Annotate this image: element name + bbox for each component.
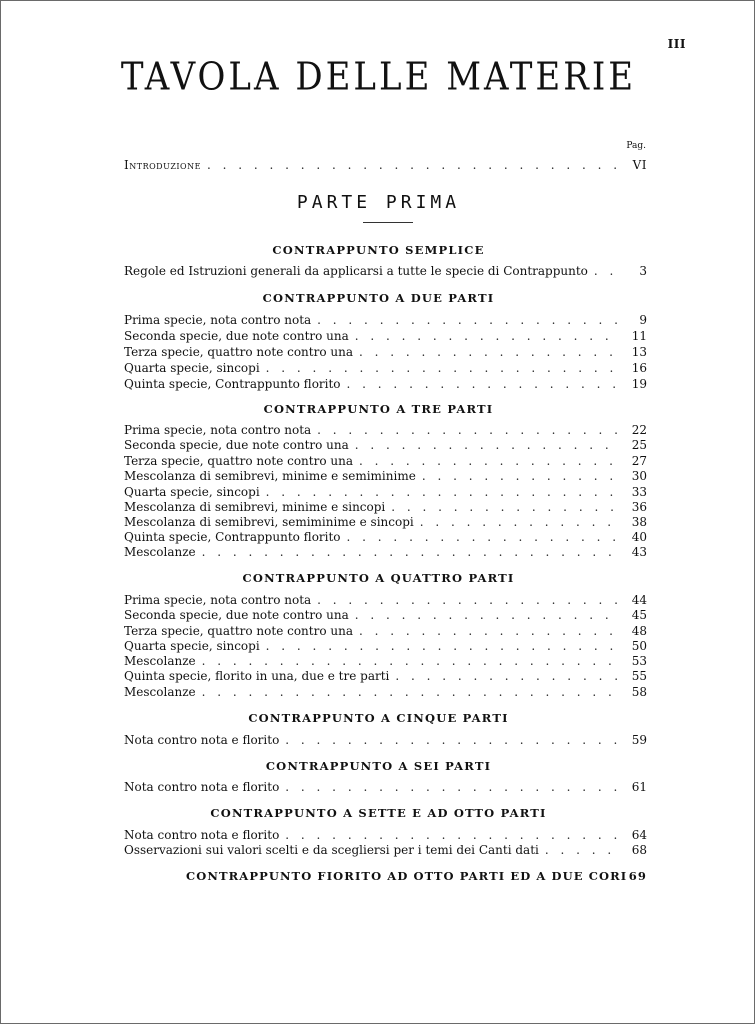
- toc-entry: [124, 544, 647, 560]
- toc-page-number: 19: [631, 377, 647, 391]
- toc-entry: [124, 684, 647, 700]
- section-heading: CONTRAPPUNTO A SEI PARTI: [265, 759, 492, 773]
- toc-page-number: 55: [631, 669, 647, 683]
- toc-entry: [124, 779, 647, 795]
- dot-leader: [202, 653, 619, 669]
- toc-entry-text: Quinta specie, florito in una, due e tre parti: [124, 669, 390, 683]
- toc-entry: [124, 732, 647, 748]
- toc-page-number: 44: [631, 593, 647, 607]
- toc-entry: [124, 422, 647, 438]
- toc-entry: [124, 668, 647, 684]
- toc-entry-text: Quarta specie, sincopi: [124, 639, 260, 653]
- toc-page-number: 27: [631, 454, 647, 468]
- toc-page-number: 16: [631, 361, 647, 375]
- toc-entry: [124, 344, 647, 360]
- toc-entry: [124, 514, 647, 530]
- toc-entry-text: Prima specie, nota contro nota: [124, 423, 312, 437]
- toc-page-number: 58: [631, 685, 647, 699]
- toc-entry: [124, 607, 647, 623]
- toc-entry-text: Seconda specie, due note contro una: [124, 608, 349, 622]
- toc-entry: [124, 653, 647, 669]
- page-title: TAVOLA DELLE MATERIE: [120, 54, 637, 100]
- toc-entry: [124, 453, 647, 469]
- dot-leader: [285, 732, 619, 748]
- section-heading: CONTRAPPUNTO A CINQUE PARTI: [248, 711, 509, 725]
- toc-page-number: 53: [631, 654, 647, 668]
- toc-page-number: 50: [631, 639, 647, 653]
- toc-entry-text: Mescolanza di semibrevi, minime e sincopi: [124, 500, 386, 514]
- toc-entry-text: Terza specie, quattro note contro una: [124, 624, 353, 638]
- dot-leader: [285, 779, 619, 795]
- toc-page-number: 48: [631, 624, 647, 638]
- dot-leader: [317, 312, 619, 328]
- toc-page-number: 59: [631, 733, 647, 747]
- dot-leader: [594, 263, 619, 279]
- toc-entry-text: Mescolanza di semibrevi, minime e semiminime: [124, 469, 416, 483]
- toc-page-number: 38: [631, 515, 647, 529]
- page-column-label: Pag.: [626, 141, 646, 151]
- toc-entry: [124, 437, 647, 453]
- toc-entry: [124, 529, 647, 545]
- toc-page-number: 40: [631, 530, 647, 544]
- toc-entry-text: Terza specie, quattro note contro una: [124, 345, 353, 359]
- dot-leader: [359, 344, 619, 360]
- toc-page-number: 68: [631, 843, 647, 857]
- toc-page-number: 43: [631, 545, 647, 559]
- toc-entry-text: Quinta specie, Contrappunto florito: [124, 530, 341, 544]
- toc-entry-text: Nota contro nota e florito: [124, 780, 280, 794]
- toc-page-number: 61: [631, 780, 647, 794]
- toc-entry-text: Mescolanze: [124, 685, 196, 699]
- dot-leader: [207, 157, 619, 173]
- toc-entry: [124, 328, 647, 344]
- toc-entry-text: Seconda specie, due note contro una: [124, 438, 349, 452]
- section-heading: CONTRAPPUNTO A QUATTRO PARTI: [242, 571, 515, 585]
- section-heading: CONTRAPPUNTO SEMPLICE: [272, 243, 485, 257]
- toc-entry-text: Prima specie, nota contro nota: [124, 313, 312, 327]
- toc-entry-text: Prima specie, nota contro nota: [124, 593, 312, 607]
- toc-page-number: 30: [631, 469, 647, 483]
- toc-entry-text: Osservazioni sui valori scelti e da scegliersi per i temi dei Canti dati: [124, 843, 539, 857]
- toc-entry: [124, 376, 647, 392]
- toc-entry: [124, 827, 647, 843]
- toc-entry-text: Nota contro nota e florito: [124, 733, 280, 747]
- toc-page-number: 25: [631, 438, 647, 452]
- toc-entry-text: Mescolanze: [124, 545, 196, 559]
- toc-entry-text: Quarta specie, sincopi: [124, 361, 260, 375]
- part-divider: [363, 222, 413, 223]
- section-heading: CONTRAPPUNTO A SETTE E AD OTTO PARTI: [210, 806, 547, 820]
- toc-entry: [124, 468, 647, 484]
- toc-entry-introduction: [124, 157, 647, 173]
- toc-page-number: 9: [639, 313, 647, 327]
- toc-page-number: 36: [631, 500, 647, 514]
- toc-page-number: 64: [631, 828, 647, 842]
- toc-entry: [124, 623, 647, 639]
- dot-leader: [317, 422, 619, 438]
- dot-leader: [266, 638, 619, 654]
- dot-leader: [359, 623, 619, 639]
- toc-entry: [124, 499, 647, 515]
- page-number: III: [667, 37, 686, 51]
- dot-leader: [317, 592, 619, 608]
- dot-leader: [202, 684, 619, 700]
- toc-entry: [124, 638, 647, 654]
- toc-entry-text: Quinta specie, Contrappunto florito: [124, 377, 341, 391]
- dot-leader: [545, 842, 619, 858]
- toc-entry-text: Regole ed Istruzioni generali da applicarsi a tutte le specie di Contrappunto: [124, 264, 588, 278]
- toc-entry-text: Nota contro nota e florito: [124, 828, 280, 842]
- toc-entry: [124, 360, 647, 376]
- dot-leader: [202, 544, 619, 560]
- dot-leader: [355, 328, 619, 344]
- toc-entry: [124, 312, 647, 328]
- dot-leader: [355, 437, 619, 453]
- dot-leader: [347, 529, 619, 545]
- toc-page-number: 69: [628, 869, 647, 883]
- toc-entry-text: Quarta specie, sincopi: [124, 485, 260, 499]
- dot-leader: [266, 484, 619, 500]
- toc-entry: [124, 484, 647, 500]
- dot-leader: [347, 376, 619, 392]
- toc-entry: [124, 842, 647, 858]
- toc-entry-text: Mescolanze: [124, 654, 196, 668]
- dot-leader: [355, 607, 619, 623]
- toc-page-number: 13: [631, 345, 647, 359]
- part-title: PARTE PRIMA: [296, 192, 461, 213]
- dot-leader: [391, 499, 619, 515]
- toc-page-number: 11: [631, 329, 647, 343]
- toc-entry: [124, 592, 647, 608]
- toc-page-number: 33: [631, 485, 647, 499]
- toc-entry-final: [186, 869, 647, 885]
- dot-leader: [422, 468, 619, 484]
- dot-leader: [395, 668, 619, 684]
- toc-entry: [124, 263, 647, 279]
- toc-page-number: 22: [631, 423, 647, 437]
- toc-entry-text: Introduzione: [124, 158, 201, 172]
- dot-leader: [359, 453, 619, 469]
- toc-entry-text: Seconda specie, due note contro una: [124, 329, 349, 343]
- dot-leader: [266, 360, 619, 376]
- toc-page-number: VI: [632, 158, 647, 172]
- toc-entry-text: CONTRAPPUNTO FIORITO AD OTTO PARTI ED A DUE CORI: [186, 869, 628, 883]
- toc-entry-text: Terza specie, quattro note contro una: [124, 454, 353, 468]
- dot-leader: [285, 827, 619, 843]
- toc-page-number: 45: [631, 608, 647, 622]
- section-heading: CONTRAPPUNTO A DUE PARTI: [262, 291, 495, 305]
- toc-page-number: 3: [639, 264, 647, 278]
- toc-entry-text: Mescolanza di semibrevi, semiminime e sincopi: [124, 515, 414, 529]
- dot-leader: [420, 514, 619, 530]
- section-heading: CONTRAPPUNTO A TRE PARTI: [263, 402, 494, 416]
